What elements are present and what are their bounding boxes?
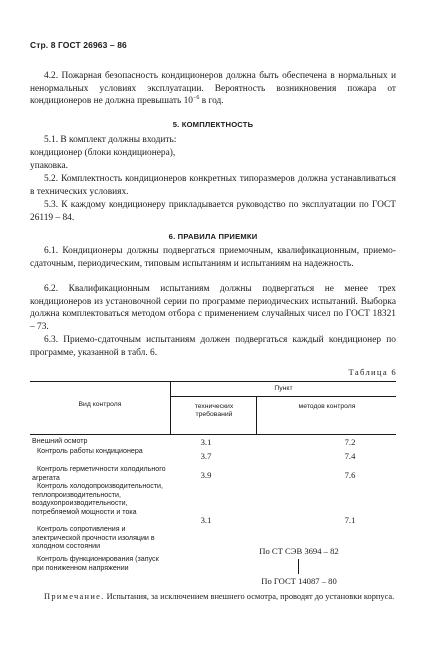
header-method: методов контроля — [298, 403, 356, 410]
row-method: 7.1 — [344, 515, 356, 525]
exponent: −6 — [192, 95, 200, 102]
paragraph-5-2: 5.2. Комплектность кондиционеров конкретных типоразмеров должна устанавливаться в технических условиях. — [30, 174, 396, 197]
paragraph-5-1: 5.1. В комплект должны входить: — [44, 135, 177, 145]
row-name: Контроль герметичности холодильного агрегата — [32, 465, 166, 482]
paragraph-5-3: 5.3. К каждому кондиционеру прикладывается руководство по эксплуатации по ГОСТ 26119 – 84. — [30, 200, 396, 223]
row-span: По ГОСТ 14087 – 80 — [261, 576, 337, 586]
row-tech: 3.7 — [200, 451, 212, 461]
acceptance-table — [30, 381, 396, 589]
header-point: Пункт — [274, 385, 293, 392]
row-name: Контроль функционирования (запуск при пониженном напряжении — [32, 555, 159, 572]
row-tech: 3.1 — [200, 515, 212, 525]
row-tech: 3.1 — [200, 437, 212, 447]
row-method: 7.4 — [344, 451, 356, 461]
paragraph-6-1: 6.1. Кондиционеры должны подвергаться приемочным, квалификационным, приемо-сдаточным, периодическим, типовым испытаниям и испытаниям на надежность. — [30, 246, 396, 269]
paragraph-5-1-item: упаковка. — [30, 161, 68, 171]
section-title-6: 6. ПРАВИЛА ПРИЕМКИ — [168, 232, 258, 241]
table-note: Примечание. Испытания, за исключением внешнего осмотра, проводят до установки корпуса. — [44, 592, 395, 601]
row-name: Контроль работы кондиционера — [37, 447, 143, 455]
row-name: Внешний осмотр — [32, 437, 88, 445]
row-name: Контроль холодопроизводительности, теплопроизводительности, воздухопроизводительности, потребляемой мощности и тока — [32, 482, 163, 516]
paragraph-6-2: 6.2. Квалификационным испытаниям должны подвергаться не менее трех кондиционеров из установочной серии по программе периодических испытаний. Выборка должна комплектоваться методом отбора с применением случайных чисел по ГОСТ 18321 – 73. — [30, 284, 396, 332]
table-caption: Таблица 6 — [348, 367, 397, 377]
row-tech: 3.9 — [200, 470, 212, 480]
header-kind: Вид контроля — [78, 401, 122, 408]
paragraph-4-2: 4.2. Пожарная безопасность кондиционеров должна быть обеспечена в нормальных и ненормальных условиях эксплуатации. Вероятность возникновения пожара от кондиционеров не должна превышать $10^{-6}$ в год. — [30, 71, 396, 107]
paragraph-6-3: 6.3. Приемо-сдаточным испытаниям должен подвергаться каждый кондиционер по программе, указанной в табл. 6. — [30, 335, 396, 358]
row-name: Контроль сопротивления и электрической прочности изоляции в холодном состоянии — [32, 525, 155, 551]
header-tech: технических требований — [194, 403, 234, 418]
row-span: По СТ СЭВ 3694 – 82 — [259, 546, 339, 556]
page-header: Стр. 8 ГОСТ 26963 – 86 — [30, 40, 127, 50]
row-method: 7.2 — [344, 437, 356, 447]
row-method: 7.6 — [344, 470, 356, 480]
section-title-5: 5. КОМПЛЕКТНОСТЬ — [172, 120, 254, 129]
paragraph-5-1-item: кондиционер (блоки кондиционера), — [30, 148, 176, 158]
